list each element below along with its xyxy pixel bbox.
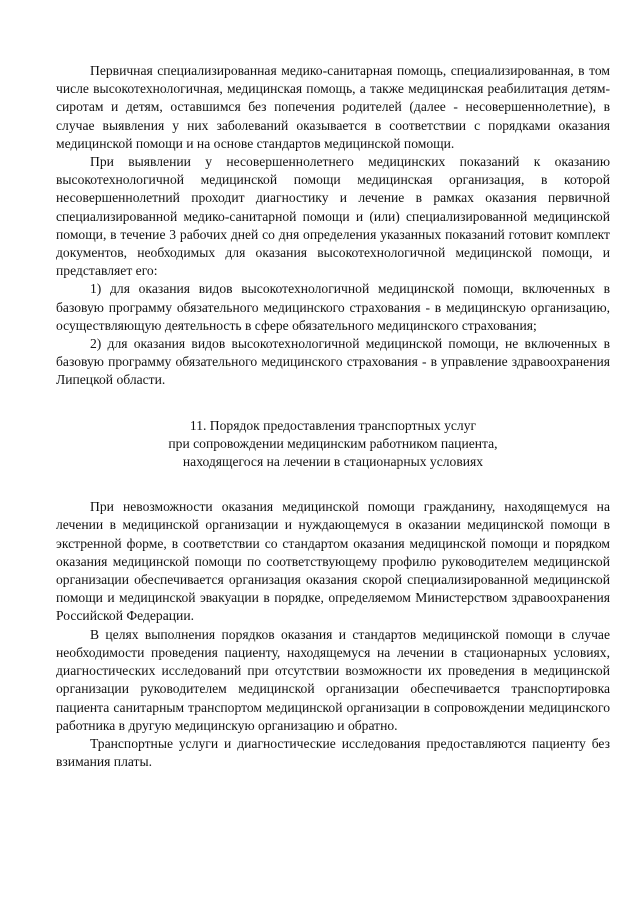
- list-item-1: 1) для оказания видов высокотехнологичной медицинской помощи, включенных в базовую программу обязательного медицинского страхования - в медицинскую организацию, осуществляющую деятельность в сфере обязательного медицинского страхования;: [56, 281, 610, 333]
- paragraph-emergency-evacuation: При невозможности оказания медицинской помощи гражданину, находящемуся на лечении в медицинской организации и нуждающемуся в оказании медицинской помощи в экстренной форме, в соответствии со стандартом оказания медицинской помощи и порядком оказания медицинской помощи по соответствующему профилю руководителем медицинской организации обеспечивается организация оказания скорой специализированной медицинской помощи и медицинской эвакуации в порядке, определяемом Министерством здравоохранения Российской Федерации.: [56, 499, 610, 624]
- list-item-2: 2) для оказания видов высокотехнологичной медицинской помощи, не включенных в базовую программу обязательного медицинского страхования - в управление здравоохранения Липецкой области.: [56, 336, 610, 388]
- section-heading: [56, 417, 610, 472]
- paragraph-high-tech-referral: При выявлении у несовершеннолетнего медицинских показаний к оказанию высокотехнологичной медицинской помощи медицинская организация, в которой несовершеннолетний проходит диагностику и лечение в рамках оказания первичной специализированной медико-санитарной помощи и (или) специализированной медицинской помощи, в течение 3 рабочих дней со дня определения указанных показаний готовит комплект документов, необходимых для оказания высокотехнологичной медицинской помощи, и представляет его:: [56, 154, 610, 279]
- section-heading-line-3: находящегося на лечении в стационарных условиях: [182, 454, 484, 470]
- section-heading-line-2: при сопровождении медицинским работником пациента,: [168, 435, 498, 451]
- paragraph-primary-care: Первичная специализированная медико-санитарная помощь, специализированная, в том числе высокотехнологичная, медицинская помощь, а также медицинская реабилитация детям-сиротам и детям, оставшимся без попечения родителей (далее - несовершеннолетние), в случае выявления у них заболеваний оказывается в соответствии с порядками оказания медицинской помощи и на основе стандартов медицинской помощи.: [56, 63, 610, 151]
- section-heading-line-1: 11. Порядок предоставления транспортных услуг: [189, 417, 477, 433]
- paragraph-free-of-charge: Транспортные услуги и диагностические исследования предоставляются пациенту без взимания платы.: [56, 735, 610, 770]
- paragraph-transport-diagnostics: В целях выполнения порядков оказания и стандартов медицинской помощи в случае необходимости проведения пациенту, находящемуся на лечении в стационарных условиях, диагностических исследований при отсутствии возможности их проведения в медицинской организации руководителем медицинской организации обеспечивается транспортировка пациента санитарным транспортом медицинской организации в сопровождении медицинского работника в другую медицинскую организацию и обратно.: [56, 626, 610, 733]
